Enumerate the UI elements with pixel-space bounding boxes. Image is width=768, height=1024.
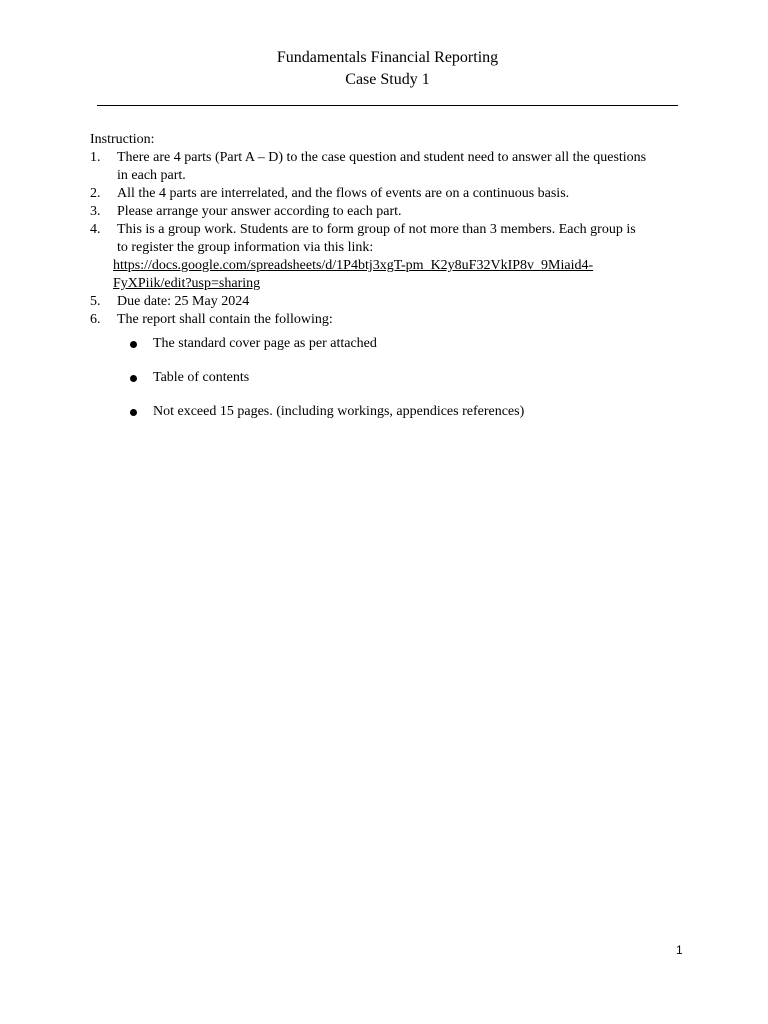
item-number: 6. bbox=[90, 312, 101, 327]
document-title: Fundamentals Financial Reporting bbox=[276, 49, 499, 66]
bullet-item bbox=[90, 403, 650, 421]
bullet-text: The standard cover page as per attached bbox=[153, 336, 377, 351]
instruction-item-3 bbox=[90, 203, 650, 221]
item-text: The report shall contain the following: bbox=[117, 312, 333, 327]
item-text: Due date: 25 May 2024 bbox=[117, 294, 250, 309]
header-divider bbox=[97, 105, 678, 106]
item-text: Please arrange your answer according to each part. bbox=[117, 204, 402, 219]
item-text: This is a group work. Students are to form group of not more than 3 members. Each group is to register the group information via this link: bbox=[117, 222, 636, 255]
bullet-icon bbox=[130, 341, 137, 348]
bullet-icon bbox=[130, 409, 137, 416]
instruction-item-5 bbox=[90, 293, 650, 311]
instructions-heading: Instruction: bbox=[90, 132, 155, 147]
instruction-item-2 bbox=[90, 185, 650, 203]
item-number: 1. bbox=[90, 150, 101, 165]
instruction-item-6 bbox=[90, 311, 650, 329]
item-text: All the 4 parts are interrelated, and the flows of events are on a continuous basis. bbox=[117, 186, 570, 201]
instructions-section bbox=[90, 131, 650, 437]
bullet-icon bbox=[130, 375, 137, 382]
item-text: There are 4 parts (Part A – D) to the case question and student need to answer all the questions in each part. bbox=[117, 150, 647, 183]
instruction-item-1 bbox=[90, 149, 650, 185]
bullet-item bbox=[90, 335, 650, 353]
item-number: 5. bbox=[90, 294, 101, 309]
item-number: 3. bbox=[90, 204, 101, 219]
instruction-item-4 bbox=[90, 221, 650, 293]
document-subtitle: Case Study 1 bbox=[345, 71, 430, 88]
registration-link[interactable]: https://docs.google.com/spreadsheets/d/1P4btj3xgT-pm_K2y8uF32VkIP8v_9Miaid4-FyXPiik/edit?usp=sharing bbox=[113, 258, 594, 291]
instruction-list bbox=[90, 149, 650, 329]
item-number: 2. bbox=[90, 186, 101, 201]
report-contents-list bbox=[90, 335, 650, 421]
bullet-text: Not exceed 15 pages. (including workings, appendices references) bbox=[153, 404, 525, 419]
bullet-item bbox=[90, 369, 650, 387]
page-number: 1 bbox=[676, 943, 683, 957]
item-number: 4. bbox=[90, 222, 101, 237]
bullet-text: Table of contents bbox=[153, 370, 250, 385]
